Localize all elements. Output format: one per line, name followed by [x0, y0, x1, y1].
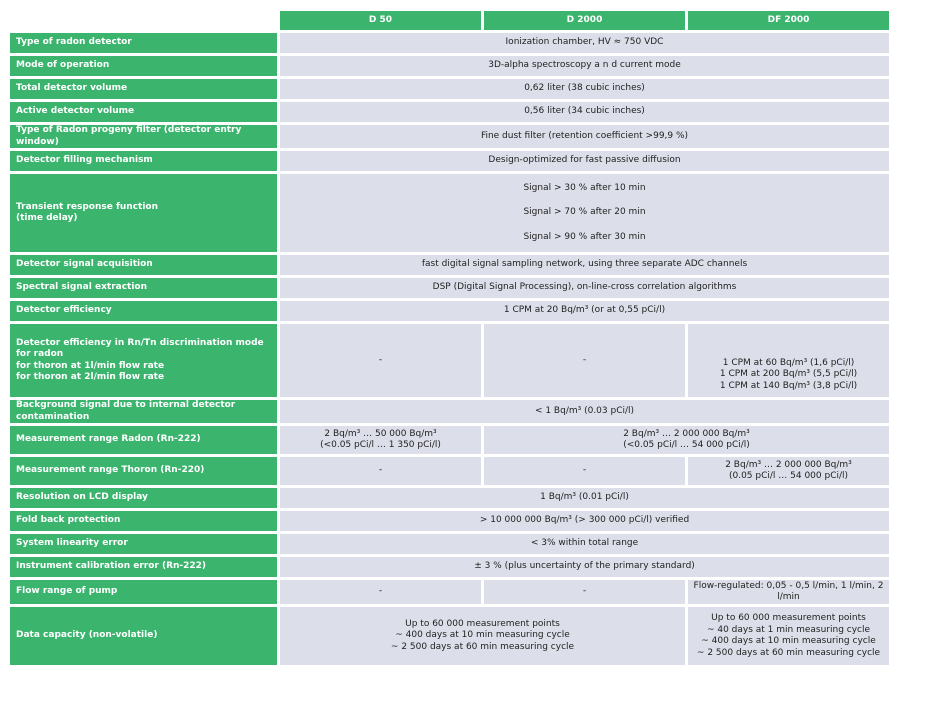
table-row [10, 301, 889, 321]
row-label: Mode of operation [10, 56, 277, 76]
row-label: Flow range of pump [10, 580, 277, 604]
row-label-line: Detector efficiency in Rn/Tn discrimination mode [16, 337, 264, 348]
row-label: Fold back protection [10, 511, 277, 531]
table-row [10, 33, 889, 53]
table-row [10, 534, 889, 554]
table-row [10, 324, 889, 397]
table-row [10, 511, 889, 531]
row-value-d2000: - [484, 324, 685, 397]
table-row [10, 151, 889, 171]
row-label: Spectral signal extraction [10, 278, 277, 298]
value-line: 2 Bq/m³ … 2 000 000 Bq/m³ [623, 428, 750, 439]
row-label: Active detector volume [10, 102, 277, 122]
table-row [10, 607, 889, 665]
row-label-line: for thoron at 1l/min flow rate [16, 360, 165, 371]
value-line: ~ 40 days at 1 min measuring cycle [706, 624, 871, 635]
table-row [10, 400, 889, 423]
row-label-line: for thoron at 2l/min flow rate [16, 372, 165, 382]
row-label: Detector signal acquisition [10, 255, 277, 275]
row-value: Fine dust filter (retention coefficient >99,9 %) [280, 125, 889, 148]
value-line: (<0.05 pCi/l … 54 000 pCi/l) [623, 440, 750, 450]
row-label: Type of Radon progeny filter (detector entry window) [10, 125, 277, 148]
table-row [10, 102, 889, 122]
row-value-d2000-df2000 [484, 426, 889, 454]
table-row [10, 278, 889, 298]
value-line: 2 Bq/m³ … 2 000 000 Bq/m³ [725, 459, 852, 470]
row-value: fast digital signal sampling network, using three separate ADC channels [280, 255, 889, 275]
table-row [10, 457, 889, 485]
row-value-df2000 [688, 324, 889, 397]
row-value: 1 CPM at 20 Bq/m³ (or at 0,55 pCi/l) [280, 301, 889, 321]
row-label: Background signal due to internal detector contamination [10, 400, 277, 423]
row-value [280, 174, 889, 252]
column-header-d50: D 50 [280, 11, 481, 30]
row-value-d2000: - [484, 580, 685, 604]
value-line: l/min [777, 592, 800, 602]
table-row [10, 174, 889, 252]
row-value-df2000 [688, 457, 889, 485]
table-row [10, 79, 889, 99]
row-label: Detector filling mechanism [10, 151, 277, 171]
value-line: 1 CPM at 140 Bq/m³ (3,8 pCi/l) [719, 380, 858, 391]
value-line: Up to 60 000 measurement points [405, 618, 560, 629]
row-label: Detector efficiency [10, 301, 277, 321]
row-value: Ionization chamber, HV ≈ 750 VDC [280, 33, 889, 53]
row-value-d50: - [280, 457, 481, 485]
header-corner [10, 11, 277, 30]
column-header-df2000: DF 2000 [688, 11, 889, 30]
row-value-d50: - [280, 324, 481, 397]
row-value: ± 3 % (plus uncertainty of the primary standard) [280, 557, 889, 577]
row-label-line: Transient response function [16, 201, 159, 212]
row-value-d50-d2000 [280, 607, 685, 665]
table-row [10, 580, 889, 604]
row-label [10, 174, 277, 252]
row-value: 3D-alpha spectroscopy a n d current mode [280, 56, 889, 76]
row-value-d50 [280, 426, 481, 454]
value-line: Up to 60 000 measurement points [711, 613, 866, 623]
value-line: ~ 2 500 days at 60 min measuring cycle [696, 647, 881, 658]
value-line: (<0.05 pCi/l … 1 350 pCi/l) [320, 440, 441, 450]
value-line: 1 CPM at 200 Bq/m³ (5,5 pCi/l) [719, 369, 858, 379]
row-value-df2000 [688, 580, 889, 604]
value-line: 1 CPM at 60 Bq/m³ (1,6 pCi/l) [722, 357, 855, 368]
row-value-d2000: - [484, 457, 685, 485]
row-label [10, 324, 277, 397]
row-value: 0,62 liter (38 cubic inches) [280, 79, 889, 99]
row-label: Instrument calibration error (Rn-222) [10, 557, 277, 577]
value-line: Signal > 90 % after 30 min [523, 231, 646, 242]
table-row [10, 557, 889, 577]
value-line: Signal > 70 % after 20 min [523, 207, 646, 218]
header-row [10, 11, 889, 30]
value-line: (0.05 pCi/l … 54 000 pCi/l) [728, 471, 849, 481]
row-value: < 3% within total range [280, 534, 889, 554]
table-row [10, 488, 889, 508]
row-value-d50: - [280, 580, 481, 604]
table-row [10, 56, 889, 76]
table-row [10, 426, 889, 454]
row-label: Resolution on LCD display [10, 488, 277, 508]
row-value: 1 Bq/m³ (0.01 pCi/l) [280, 488, 889, 508]
value-line: Flow-regulated: 0,05 - 0,5 l/min, 1 l/min, 2 [693, 580, 884, 591]
row-value-df2000 [688, 607, 889, 665]
spec-table [7, 8, 892, 668]
column-header-d2000: D 2000 [484, 11, 685, 30]
table-row [10, 125, 889, 148]
row-label-line: (time delay) [16, 213, 78, 223]
row-label-line: for radon [16, 349, 64, 359]
row-label: Measurement range Thoron (Rn-220) [10, 457, 277, 485]
table-row [10, 255, 889, 275]
row-label: Type of radon detector [10, 33, 277, 53]
row-label: Data capacity (non-volatile) [10, 607, 277, 665]
row-value: DSP (Digital Signal Processing), on-line-cross correlation algorithms [280, 278, 889, 298]
row-label: System linearity error [10, 534, 277, 554]
value-line: Signal > 30 % after 10 min [523, 182, 646, 193]
value-line: ~ 2 500 days at 60 min measuring cycle [390, 641, 575, 652]
row-value: > 10 000 000 Bq/m³ (> 300 000 pCi/l) verified [280, 511, 889, 531]
row-value: Design-optimized for fast passive diffusion [280, 151, 889, 171]
value-line: ~ 400 days at 10 min measuring cycle [701, 636, 876, 646]
value-line: 2 Bq/m³ … 50 000 Bq/m³ [324, 428, 437, 439]
row-label: Total detector volume [10, 79, 277, 99]
row-value: 0,56 liter (34 cubic inches) [280, 102, 889, 122]
row-label: Measurement range Radon (Rn-222) [10, 426, 277, 454]
value-line: ~ 400 days at 10 min measuring cycle [395, 630, 570, 641]
row-value: < 1 Bq/m³ (0.03 pCi/l) [280, 400, 889, 423]
